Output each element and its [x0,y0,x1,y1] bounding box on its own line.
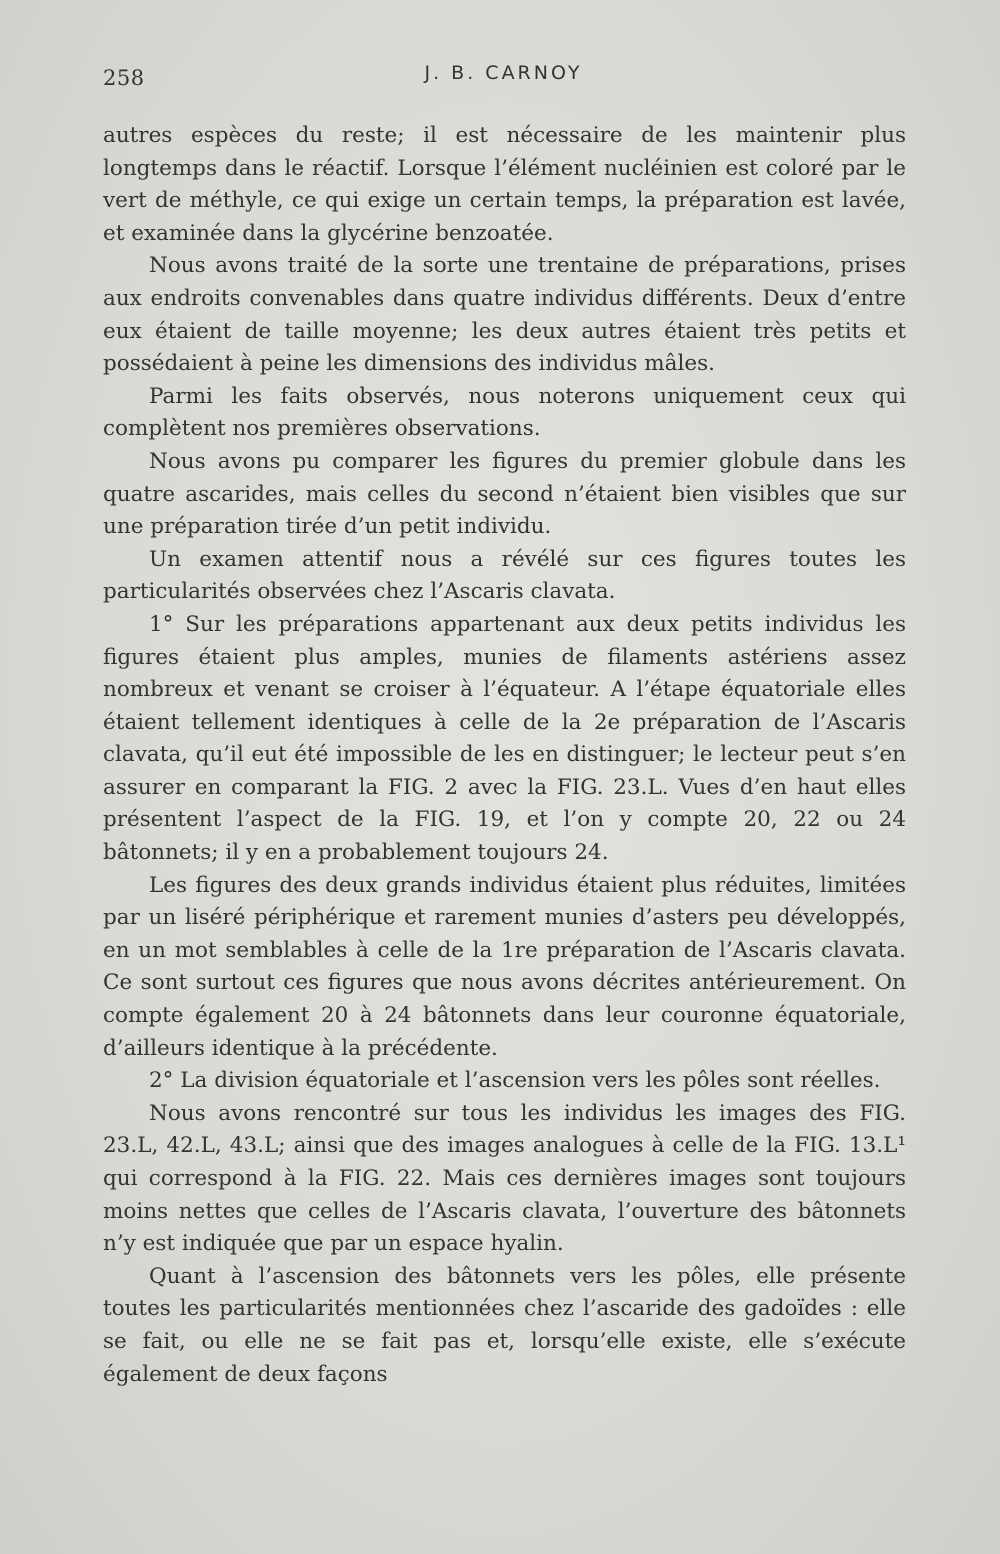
paragraph: Un examen attentif nous a révélé sur ces figures toutes les particularités observées chez l’Ascaris clavata. [103,546,906,605]
paragraph: 2° La division équatoriale et l’ascension vers les pôles sont réelles. [149,1068,881,1094]
body-text [103,120,906,1391]
paragraph: Nous avons traité de la sorte une trentaine de préparations, prises aux endroits convenables dans quatre individus différents. Deux d’entre eux étaient de taille moyenne; les deux autres étaient très petits et possédaient à peine les dimensions des individus mâles. [103,253,906,377]
paragraph: Quant à l’ascension des bâtonnets vers les pôles, elle présente toutes les particularités mentionnées chez l’ascaride des gadoïdes : elle se fait, ou elle ne se fait pas et, lorsqu’elle existe, elle s’exécute également de deux façons [103,1263,906,1387]
running-head: J. B. CARNOY [424,62,583,84]
paragraph: Parmi les faits observés, nous noterons uniquement ceux qui complètent nos premières observations. [103,383,906,442]
page-header [103,60,904,96]
paragraph: 1° Sur les préparations appartenant aux deux petits individus les figures étaient plus amples, munies de filaments astériens assez nombreux et venant se croiser à l’équateur. A l’étape équatoriale elles étaient tellement identiques à celle de la 2e préparation de l’Ascaris clavata, qu’il eut été impossible de les en distinguer; le lecteur peut s’en assurer en comparant la FIG. 2 avec la FIG. 23.L. Vues d’en haut elles présentent l’aspect de la FIG. 19, et l’on y compte 20, 22 ou 24 bâtonnets; il y en a probablement toujours 24. [103,611,906,866]
page-number: 258 [103,66,145,90]
paragraph: Nous avons rencontré sur tous les individus les images des FIG. 23.L, 42.L, 43.L; ainsi que des images analogues à celle de la FIG. 13.L¹ qui correspond à la FIG. 22. Mais ces dernières images sont toujours moins nettes que celles de l’Ascaris clavata, l’ouverture des bâtonnets n’y est indiquée que par un espace hyalin. [103,1100,906,1257]
paragraph: Nous avons pu comparer les figures du premier globule dans les quatre ascarides, mais celles du second n’étaient bien visibles que sur une préparation tirée d’un petit individu. [103,448,906,540]
paragraph: Les figures des deux grands individus étaient plus réduites, limitées par un liséré périphérique et rarement munies d’asters peu développés, en un mot semblables à celle de la 1re préparation de l’Ascaris clavata. Ce sont surtout ces figures que nous avons décrites antérieurement. On compte également 20 à 24 bâtonnets dans leur couronne équatoriale, d’ailleurs identique à la précédente. [103,872,906,1061]
paragraph: autres espèces du reste; il est nécessaire de les maintenir plus longtemps dans le réactif. Lorsque l’élément nucléinien est coloré par le vert de méthyle, ce qui exige un certain temps, la préparation est lavée, et examinée dans la glycérine benzoatée. [103,123,906,246]
